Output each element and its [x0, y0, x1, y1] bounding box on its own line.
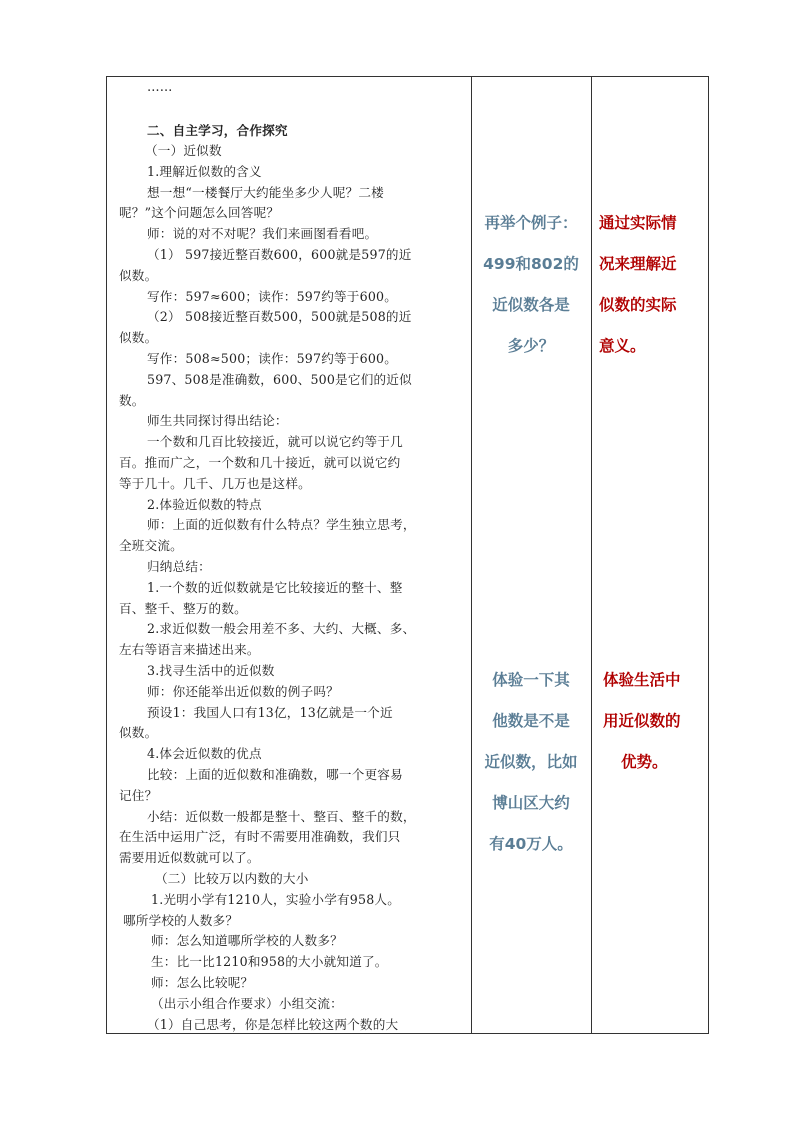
text-line: 数。 [119, 393, 145, 408]
text-line: 写作：597≈600；读作：597约等于600。 [147, 289, 398, 304]
intent-text: 意义。 [599, 337, 646, 355]
text-line: 写作：508≈500；读作：597约等于600。 [147, 351, 398, 366]
text-line: （1） 597接近整百数600，600就是597的近 [147, 247, 412, 262]
column-divider-2 [591, 77, 592, 1033]
activity-text: 体验一下其 [492, 671, 570, 689]
text-line: 呢？”这个问题怎么回答呢？ [119, 205, 280, 220]
text-line: 1.一个数的近似数就是它比较接近的整十、整 [147, 580, 403, 595]
column-divider-1 [471, 77, 472, 1033]
teaching-process-column [107, 77, 471, 1033]
text-line: 一个数和几百比较接近，就可以说它约等于几 [147, 434, 403, 449]
text-line: （出示小组合作要求）小组交流： [151, 996, 343, 1011]
intent-text: 似数的实际 [599, 296, 677, 314]
text-line: 似数。 [119, 268, 158, 283]
text-line: 全班交流。 [119, 538, 183, 553]
text-line: 师：上面的近似数有什么特点？学生独立思考， [147, 517, 416, 532]
activity-text: 博山区大约 [492, 794, 570, 812]
text-line: （1）自己思考，你是怎样比较这两个数的大 [147, 1017, 399, 1032]
text-line: 师：你还能举出近似数的例子吗？ [147, 684, 339, 699]
text-line: 在生活中运用广泛，有时不需要用准确数，我们只 [119, 829, 401, 844]
activity-text: 有40万人。 [489, 835, 573, 853]
text-line: 似数。 [119, 330, 158, 345]
text-line: 4.体会近似数的优点 [147, 746, 262, 761]
text-line: 师：说的对不对呢？我们来画图看看吧。 [147, 226, 378, 241]
subsection-heading: （一）近似数 [145, 143, 222, 158]
intent-text: 优势。 [621, 753, 668, 771]
lesson-plan-table [106, 76, 709, 1034]
subsection-heading: （二）比较万以内数的大小 [155, 871, 309, 886]
text-line: 小结：近似数一般都是整十、整百、整千的数， [147, 809, 416, 824]
text-line: 师：怎么比较呢？ [151, 975, 254, 990]
text-line: 需要用近似数就可以了。 [119, 850, 260, 865]
text-line: 百。推而广之，一个数和几十接近，就可以说它约 [119, 455, 401, 470]
text-line: 百、整千、整万的数。 [119, 601, 247, 616]
text-line: 2.体验近似数的特点 [147, 497, 262, 512]
text-line: 似数。 [119, 725, 158, 740]
activity-text: 近似数各是 [492, 296, 570, 314]
text-line: 597、508是准确数，600、500是它们的近似 [147, 372, 412, 387]
activity-text: 再举个例子： [484, 214, 578, 232]
activity-text: 多少？ [507, 337, 555, 355]
intent-text: 体验生活中 [603, 671, 681, 689]
text-line: 3.找寻生活中的近似数 [147, 663, 275, 678]
section-heading: 二、自主学习，合作探究 [147, 123, 288, 138]
text-line: 1.理解近似数的含义 [147, 164, 262, 179]
intent-text: 通过实际情 [599, 214, 677, 232]
activity-text: 近似数，比如 [484, 753, 578, 771]
text-line: （2） 508接近整百数500，500就是508的近 [147, 309, 412, 324]
text-line: 等于几十。几千、几万也是这样。 [119, 476, 311, 491]
text-line: 想一想“一楼餐厅大约能坐多少人呢？二楼 [147, 185, 384, 200]
activity-text: 他数是不是 [492, 712, 570, 730]
text-line: 1.光明小学有1210人，实验小学有958人。 [151, 892, 401, 907]
text-line: 哪所学校的人数多？ [123, 913, 239, 928]
text-line: 记住？ [119, 788, 158, 803]
activity-text: 499和802的 [483, 255, 579, 273]
text-line: 2.求近似数一般会用差不多、大约、大概、多、 [147, 621, 416, 636]
intent-text: 况来理解近 [599, 255, 677, 273]
text-line: 归纳总结： [147, 559, 211, 574]
text-line: 预设1：我国人口有13亿，13亿就是一个近 [147, 705, 393, 720]
ellipsis-line: …… [147, 79, 173, 94]
text-line: 左右等语言来描述出来。 [119, 642, 260, 657]
intent-text: 用近似数的 [603, 712, 681, 730]
text-line: 比较：上面的近似数和准确数，哪一个更容易 [147, 767, 403, 782]
text-line: 师：怎么知道哪所学校的人数多？ [151, 933, 343, 948]
text-line: 生：比一比1210和958的大小就知道了。 [151, 954, 388, 969]
text-line: 师生共同探讨得出结论： [147, 413, 288, 428]
